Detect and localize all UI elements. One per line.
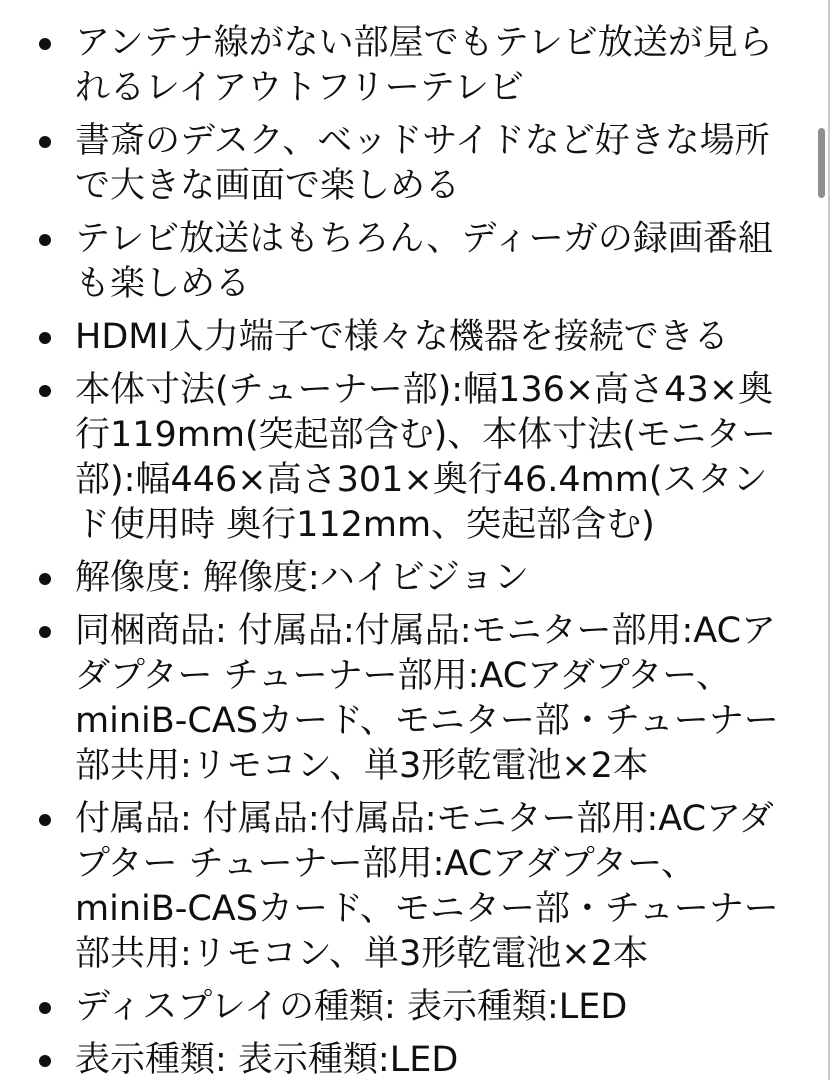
bullet-item	[75, 556, 790, 601]
page-right-border	[828, 0, 830, 1080]
bullet-text: 書斎のデスク、ベッドサイドなど好きな場所で大きな画面で楽しめる	[75, 121, 770, 206]
bullet-text: アンテナ線がない部屋でもテレビ放送が見られるレイアウトフリーテレビ	[75, 23, 773, 108]
bullet-item	[75, 609, 790, 789]
bullet-text: 表示種類: 表示種類:LED	[75, 1040, 459, 1080]
bullet-dot	[39, 136, 51, 148]
bullet-text: 解像度: 解像度:ハイビジョン	[75, 558, 530, 598]
bullet-dot	[39, 626, 51, 638]
bullet-dot	[39, 814, 51, 826]
bullet-item	[75, 1038, 790, 1080]
bullet-dot	[39, 332, 51, 344]
bullet-item	[75, 119, 790, 209]
bullet-item	[75, 797, 790, 977]
bullet-text: HDMI入力端子で様々な機器を接続できる	[75, 317, 729, 357]
bullet-item	[75, 985, 790, 1030]
bullet-dot	[39, 38, 51, 50]
bullet-text: 付属品: 付属品:付属品:モニター部用:ACアダプター チューナー部用:ACアダプター、miniB-CASカード、モニター部・チューナー部共用:リモコン、単3形乾電池×2本	[75, 799, 779, 974]
bullet-text: 本体寸法(チューナー部):幅136×高さ43×奥行119mm(突起部含む)、本体寸法(モニター部):幅446×高さ301×奥行46.4mm(スタンド使用時 奥行112mm、突起部含む)	[75, 370, 776, 545]
bullet-dot	[39, 573, 51, 585]
bullet-text: テレビ放送はもちろん、ディーガの録画番組も楽しめる	[75, 219, 773, 304]
bullet-dot	[39, 385, 51, 397]
bullet-dot	[39, 1055, 51, 1067]
scrollbar-thumb[interactable]	[818, 128, 825, 198]
bullet-item	[75, 315, 790, 360]
bullet-item	[75, 368, 790, 548]
bullet-item	[75, 217, 790, 307]
bullet-text: ディスプレイの種類: 表示種類:LED	[75, 987, 628, 1027]
bullet-dot	[39, 234, 51, 246]
bullet-text: 同梱商品: 付属品:付属品:モニター部用:ACアダプター チューナー部用:ACアダプター、miniB-CASカード、モニター部・チューナー部共用:リモコン、単3形乾電池×2本	[75, 611, 779, 786]
bullet-dot	[39, 1002, 51, 1014]
bullet-item	[75, 21, 790, 111]
